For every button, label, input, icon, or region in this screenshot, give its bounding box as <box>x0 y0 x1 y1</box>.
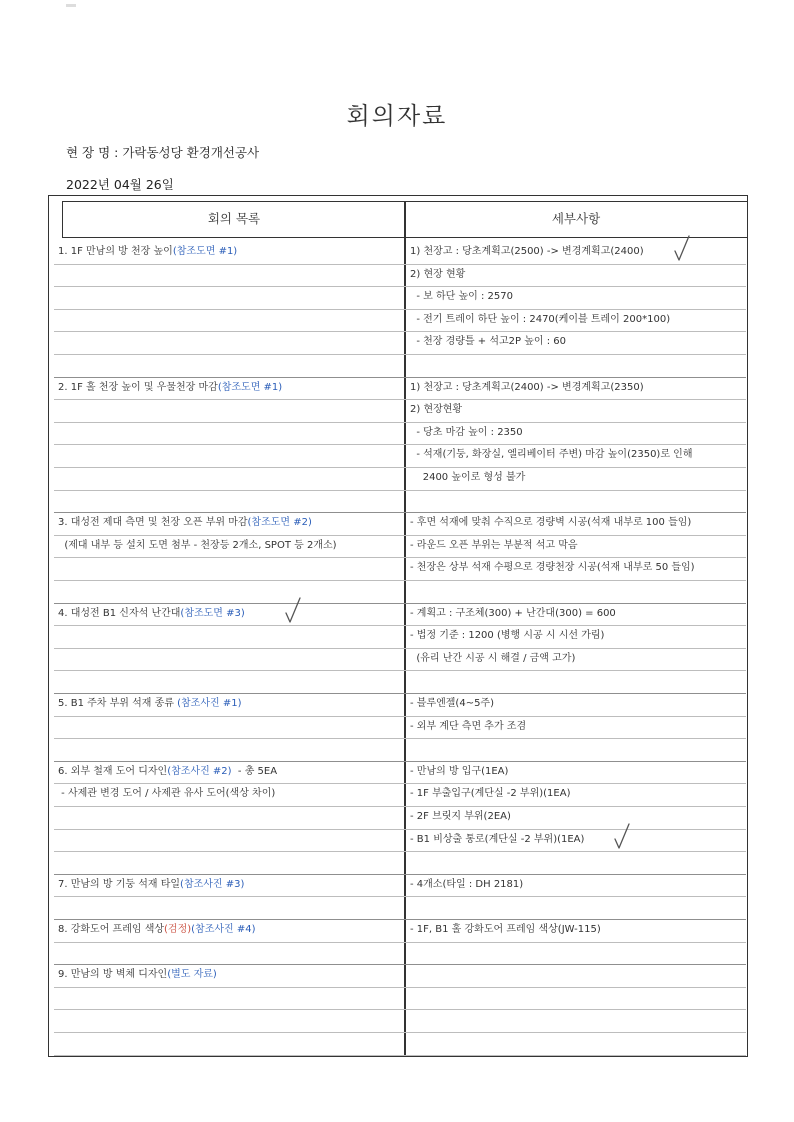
agenda-item-cell <box>58 968 217 982</box>
agenda-item-cell <box>58 245 237 259</box>
row-divider <box>54 783 746 784</box>
detail-cell: - 외부 계단 측면 추가 조겸 <box>410 720 527 732</box>
row-divider <box>54 1055 746 1056</box>
agenda-text: 9. 만남의 방 벽체 디자인 <box>58 969 168 981</box>
reference-tag: (참조사진 #2) <box>167 765 232 777</box>
row-divider <box>54 286 746 287</box>
detail-cell: - 천장 경량틀 + 석고2P 높이 : 60 <box>410 336 567 348</box>
reference-tag: (참조도면 #2) <box>247 517 312 529</box>
checkmark-icon <box>612 821 632 851</box>
reference-tag: (참조사진 #3) <box>180 878 245 890</box>
row-divider <box>54 331 746 332</box>
site-name: 현 장 명 : 가락동성당 환경개선공사 <box>66 145 260 160</box>
row-divider <box>54 309 746 310</box>
row-divider <box>54 467 746 468</box>
color-note: (검정) <box>164 924 192 935</box>
checkmark-icon <box>672 233 692 263</box>
agenda-text: 7. 만남의 방 기둥 석재 타일 <box>58 878 181 890</box>
row-divider <box>54 693 746 694</box>
agenda-item-cell <box>58 923 256 937</box>
row-divider <box>54 648 746 649</box>
detail-cell: - 후면 석재에 맞춰 수직으로 경량벽 시공(석재 내부로 100 들임) <box>410 517 692 529</box>
row-divider <box>54 1009 746 1010</box>
row-divider <box>54 264 746 265</box>
row-divider <box>54 942 746 943</box>
detail-cell: (유리 난간 시공 시 해결 / 금액 고가) <box>410 652 576 664</box>
column-divider <box>404 201 406 1055</box>
agenda-item-cell <box>58 516 312 530</box>
agenda-text: 8. 강화도어 프레임 색상 <box>58 924 165 935</box>
detail-cell: - 석재(기둥, 화장실, 엘리베이터 주변) 마감 높이(2350)로 인해 <box>410 449 693 461</box>
agenda-text: 4. 대성전 B1 신자석 난간대 <box>58 607 181 619</box>
row-divider <box>54 444 746 445</box>
agenda-text: 2. 1F 홀 천장 높이 및 우물천장 마감 <box>58 381 218 393</box>
detail-cell: - B1 비상출 통로(계단실 -2 부위)(1EA) <box>410 833 585 845</box>
row-divider <box>54 806 746 807</box>
row-divider <box>54 422 746 423</box>
row-divider <box>54 761 746 762</box>
detail-cell: - 전기 트레이 하단 높이 : 2470(케이블 트레이 200*100) <box>410 313 671 325</box>
detail-cell: - 법정 기준 : 1200 (병행 시공 시 시선 가림) <box>410 630 605 642</box>
row-divider <box>54 399 746 400</box>
detail-cell: 1) 천장고 : 당초계획고(2400) -> 변경계획고(2350) <box>410 381 644 393</box>
reference-tag: (참조도면 #3) <box>180 607 245 619</box>
row-divider <box>54 535 746 536</box>
row-divider <box>54 512 746 513</box>
detail-cell: - 1F 부출입구(계단실 -2 부위)(1EA) <box>410 788 571 800</box>
row-divider <box>54 874 746 875</box>
row-divider <box>54 625 746 626</box>
agenda-text: 5. B1 주차 부위 석재 종류 <box>58 698 178 709</box>
agenda-item-cell <box>58 697 242 711</box>
agenda-text: - 총 5EA <box>231 765 278 777</box>
agenda-text: (제대 내부 등 설치 도면 첨부 - 천장등 2개소, SPOT 등 2개소) <box>58 539 337 551</box>
detail-cell: - 2F 브릿지 부위(2EA) <box>410 811 511 822</box>
checkmark-icon <box>283 595 303 625</box>
agenda-text: 3. 대성전 제대 측면 및 천장 오픈 부위 마감 <box>58 517 248 529</box>
detail-cell: - 블루엔젤(4~5주) <box>410 698 494 709</box>
agenda-text: - 사제관 변경 도어 / 사제관 유사 도어(색상 차이) <box>58 788 276 800</box>
detail-cell: 2) 현장현황 <box>410 404 463 416</box>
agenda-item-cell <box>58 539 337 553</box>
row-divider <box>54 987 746 988</box>
detail-cell: 1) 천장고 : 당초계획고(2500) -> 변경계획고(2400) <box>410 246 644 257</box>
row-divider <box>54 603 746 604</box>
agenda-text: 1. 1F 만남의 방 천장 높이 <box>58 246 173 257</box>
reference-tag: (참조도면 #1) <box>172 246 238 257</box>
detail-cell: - 당초 마감 높이 : 2350 <box>410 426 523 438</box>
row-divider <box>54 896 746 897</box>
agenda-item-cell <box>58 607 245 621</box>
detail-cell: - 4개소(타일 : DH 2181) <box>410 878 524 890</box>
row-divider <box>54 557 746 558</box>
document-title: 회의자료 <box>346 102 448 130</box>
reference-tag: (참조사진 #4) <box>191 924 256 935</box>
agenda-item-cell <box>58 381 282 395</box>
detail-cell: - 계획고 : 구조체(300) + 난간대(300) = 600 <box>410 607 616 619</box>
agenda-item-cell <box>58 878 244 892</box>
row-divider <box>54 670 746 671</box>
agenda-text: 6. 외부 철재 도어 디자인 <box>58 765 168 777</box>
row-divider <box>54 354 746 355</box>
detail-cell: 2400 높이로 형성 불가 <box>410 472 526 483</box>
header-details: 세부사항 <box>551 211 601 226</box>
detail-cell: - 1F, B1 홀 강화도어 프레임 색상(JW-115) <box>410 924 601 935</box>
detail-cell: - 만남의 방 입구(1EA) <box>410 765 509 777</box>
row-divider <box>54 1032 746 1033</box>
detail-cell: - 천장은 상부 석재 수평으로 경량천장 시공(석재 내부로 50 들임) <box>410 562 695 574</box>
row-divider <box>54 377 746 378</box>
row-divider <box>54 716 746 717</box>
row-divider <box>54 738 746 739</box>
reference-tag: (참조사진 #1) <box>177 698 242 709</box>
row-divider <box>54 490 746 491</box>
reference-tag: (별도 자료) <box>167 969 217 981</box>
row-divider <box>54 829 746 830</box>
scan-artifact <box>66 4 76 7</box>
header-agenda: 회의 목록 <box>207 211 261 226</box>
agenda-item-cell <box>58 787 275 801</box>
detail-cell: - 라운드 오픈 부위는 부분적 석고 막음 <box>410 539 578 551</box>
reference-tag: (참조도면 #1) <box>217 381 283 393</box>
meeting-date: 2022년 04월 26일 <box>66 177 174 192</box>
detail-cell: 2) 현장 현황 <box>410 268 466 280</box>
detail-cell: - 보 하단 높이 : 2570 <box>410 291 513 303</box>
agenda-item-cell <box>58 765 277 779</box>
row-divider <box>54 580 746 581</box>
row-divider <box>54 851 746 852</box>
row-divider <box>54 919 746 920</box>
row-divider <box>54 964 746 965</box>
